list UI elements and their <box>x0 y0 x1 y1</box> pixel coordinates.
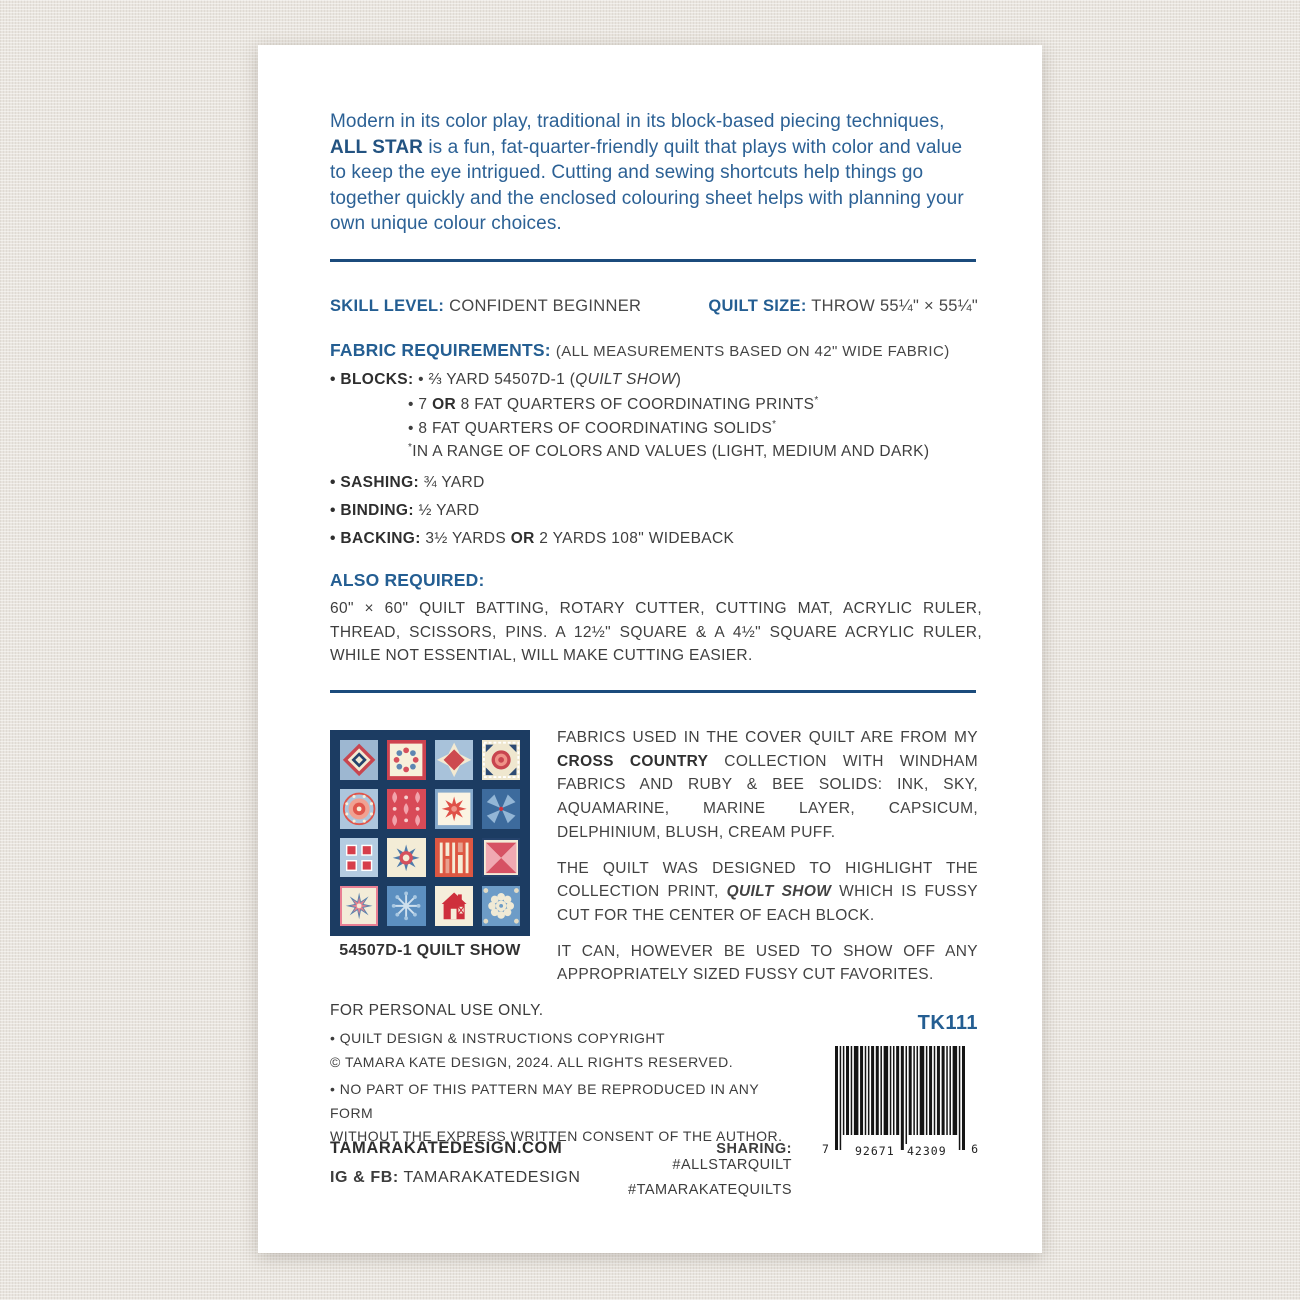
backing-or: OR <box>510 530 535 547</box>
p1-post: COLLECTION WITH WINDHAM FABRICS AND RUBY & BEE SOLIDS: INK, SKY, AQUAMARINE, MARINE LAYER, CAPSICUM, DELPHINIUM, BLUSH, CREAM PUFF. <box>557 752 978 841</box>
sub2-text: • 8 FAT QUARTERS OF COORDINATING SOLIDS <box>408 420 773 437</box>
barcode-digits-group1: 92671 <box>855 1144 895 1158</box>
p1-collection-name: CROSS COUNTRY <box>557 752 709 770</box>
sub1-or: OR <box>432 396 457 413</box>
fabric-requirements-note: (ALL MEASUREMENTS BASED ON 42" WIDE FABRIC) <box>555 343 950 360</box>
sub2-asterisk: * <box>772 418 777 430</box>
fabric-requirements-heading <box>330 340 980 361</box>
sharing-hashtag-1: #ALLSTARQUILT <box>672 1157 792 1173</box>
binding-value: ½ YARD <box>413 502 480 519</box>
intro-paragraph <box>330 109 982 237</box>
skill-level-value: CONFIDENT BEGINNER <box>444 297 642 315</box>
personal-use-line: FOR PERSONAL USE ONLY. <box>330 1002 544 1019</box>
backing-label: • BACKING: <box>330 530 421 547</box>
p2-pre: THE QUILT WAS DESIGNED TO HIGHLIGHT THE COLLECTION PRINT, <box>557 859 978 901</box>
quilt-tile-sawtooth-star <box>435 740 473 780</box>
quilt-tile-schoolhouse <box>435 886 473 926</box>
quilt-tile-flower-wreath <box>387 740 425 780</box>
sashing-line <box>330 474 485 492</box>
copyright-line-1: • QUILT DESIGN & INSTRUCTIONS COPYRIGHT <box>330 1030 666 1046</box>
backing-line <box>330 530 734 548</box>
divider-middle <box>330 690 976 693</box>
quilt-tile-improv-stripes <box>435 838 473 878</box>
p2-print-name: QUILT SHOW <box>726 883 832 901</box>
footnote-text: IN A RANGE OF COLORS AND VALUES (LIGHT, MEDIUM AND DARK) <box>412 443 930 460</box>
quilt-tile-lace-medallion <box>482 886 520 926</box>
quilt-tile-star-medallion <box>387 838 425 878</box>
sub1-post: 8 FAT QUARTERS OF COORDINATING PRINTS <box>456 396 815 413</box>
blocks-sub2 <box>408 420 776 438</box>
barcode-digit-right: 6 <box>971 1142 978 1156</box>
skill-level-label: SKILL LEVEL: <box>330 297 445 315</box>
barcode-bars <box>835 1046 965 1150</box>
intro-text-1: Modern in its color play, traditional in its block-based piecing techniques, <box>330 111 945 132</box>
fabric-info-column <box>557 726 978 999</box>
blocks-value-end: ) <box>675 371 682 388</box>
copyright-block <box>330 1002 800 1149</box>
also-required-body: 60" × 60" QUILT BATTING, ROTARY CUTTER, CUTTING MAT, ACRYLIC RULER, THREAD, SCISSORS, PINS. A 12½" SQUARE & A 4½" SQUARE ACRYLIC RULER, WHILE NOT ESSENTIAL, WILL MAKE CUTTING EASIER. <box>330 600 982 664</box>
fabric-requirements-title: FABRIC REQUIREMENTS: <box>330 340 556 360</box>
fabric-info-p3: IT CAN, HOWEVER BE USED TO SHOW OFF ANY APPROPRIATELY SIZED FUSSY CUT FAVORITES. <box>557 942 978 984</box>
barcode <box>822 1044 978 1166</box>
divider-top <box>330 259 976 262</box>
copyright-line-4: WITHOUT THE EXPRESS WRITTEN CONSENT OF THE AUTHOR. <box>330 1128 783 1144</box>
intro-bold-title: ALL STAR <box>330 136 423 158</box>
sharing-line-1 <box>600 1141 792 1173</box>
sharing-block <box>600 1141 792 1198</box>
sharing-label: SHARING: <box>716 1141 792 1157</box>
quilt-tile-kaleidoscope <box>340 789 378 829</box>
pattern-code: TK111 <box>917 1012 978 1034</box>
p2-post: WHICH IS FUSSY CUT FOR THE CENTER OF EACH BLOCK. <box>557 883 978 924</box>
skill-level <box>330 297 641 316</box>
social-line <box>330 1169 581 1187</box>
quilt-tile-applique-rose <box>482 740 520 780</box>
quilt-tile-diamond-medallion <box>340 740 378 780</box>
backing-pre: 3½ YARDS <box>420 530 511 547</box>
blocks-footnote <box>408 443 929 461</box>
quilt-tile-pinwheel <box>482 838 520 878</box>
igfb-label: IG & FB: <box>330 1169 399 1186</box>
blocks-line <box>330 371 681 389</box>
binding-line <box>330 502 479 520</box>
quilt-tile-damask <box>387 789 425 829</box>
quilt-tile-fern-cross <box>482 789 520 829</box>
sub1-asterisk: * <box>814 394 819 406</box>
footnote-asterisk: * <box>408 441 413 453</box>
blocks-print-name: QUILT SHOW <box>575 371 676 388</box>
website-url: TAMARAKATEDESIGN.COM <box>330 1139 563 1157</box>
blocks-label: • BLOCKS: <box>330 371 414 388</box>
sashing-value: ¾ YARD <box>419 474 485 491</box>
igfb-handle: TAMARAKATEDESIGN <box>398 1169 581 1186</box>
sharing-hashtag-2: #TAMARAKATEQUILTS <box>628 1182 792 1198</box>
intro-text-2: is a fun, fat-quarter-friendly quilt that plays with color and value to keep the eye intrigued. Cutting and sewing shortcuts help things go together quickly and the enclosed colouring sheet helps with planning your own unique colour choices. <box>330 136 964 234</box>
p1-pre: FABRICS USED IN THE COVER QUILT ARE FROM MY <box>557 729 978 746</box>
pattern-back-page <box>258 45 1042 1253</box>
quilt-tile-eight-point-star <box>435 789 473 829</box>
copyright-line-3: • NO PART OF THIS PATTERN MAY BE REPRODUCED IN ANY FORM <box>330 1081 759 1121</box>
blocks-value: • ⅔ YARD 54507D-1 ( <box>413 371 576 388</box>
barcode-digits-group2: 42309 <box>907 1144 947 1158</box>
backing-post: 2 YARDS 108" WIDEBACK <box>534 530 735 547</box>
fabric-info-p2 <box>557 857 978 928</box>
also-required-heading: ALSO REQUIRED: <box>330 570 485 590</box>
quilt-swatch-grid <box>330 730 530 936</box>
barcode-digit-left: 7 <box>822 1142 829 1156</box>
quilt-tile-four-squares <box>340 838 378 878</box>
quilt-tile-snowflake-damask <box>387 886 425 926</box>
specs-row <box>330 297 978 316</box>
quilt-tile-lemoyne-star <box>340 886 378 926</box>
quilt-size-label: QUILT SIZE: <box>708 297 807 315</box>
sashing-label: • SASHING: <box>330 474 420 491</box>
quilt-size <box>708 297 978 316</box>
copyright-line-2: © TAMARA KATE DESIGN, 2024. ALL RIGHTS RESERVED. <box>330 1053 734 1070</box>
website-line <box>330 1139 562 1158</box>
sub1-pre: • 7 <box>408 396 433 413</box>
swatch-caption: 54507D-1 QUILT SHOW <box>339 942 521 959</box>
blocks-sub1 <box>408 396 819 414</box>
binding-label: • BINDING: <box>330 502 414 519</box>
quilt-size-value: THROW 55¼" × 55¼" <box>806 297 978 315</box>
fabric-info-p1 <box>557 726 978 845</box>
